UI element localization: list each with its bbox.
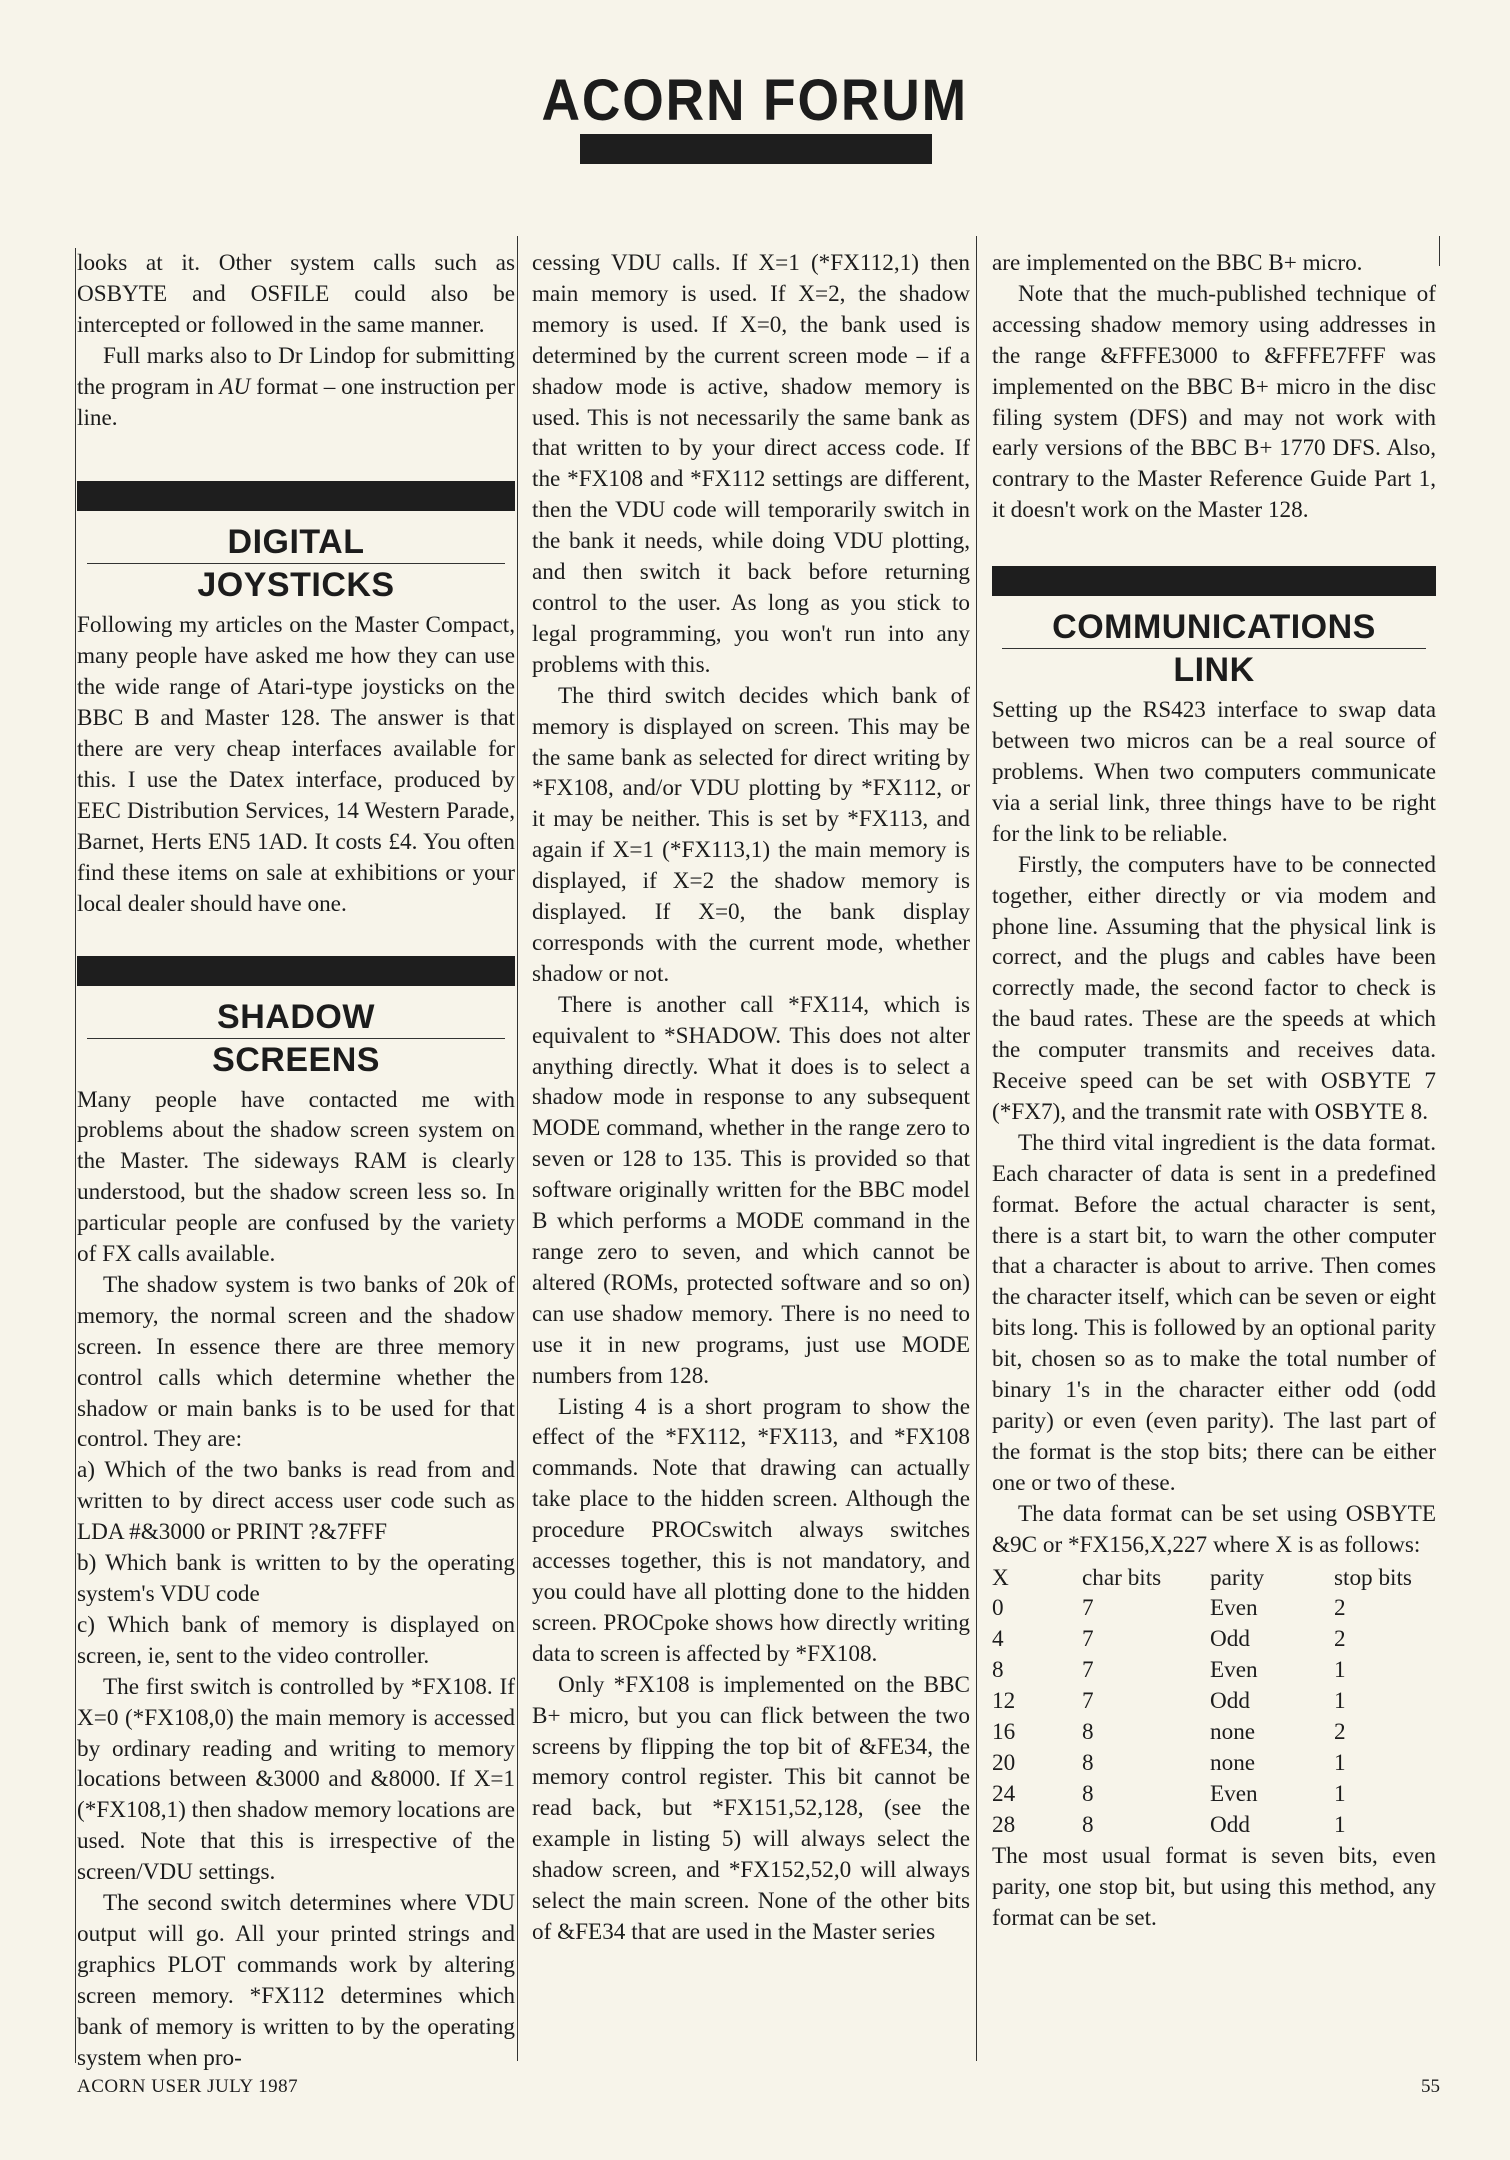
table-cell: none [1210, 1749, 1256, 1776]
list-item: c) Which bank of memory is displayed on screen, ie, sent to the video controller. [77, 1611, 515, 1669]
heading-line: SHADOW [217, 997, 375, 1036]
column-rule-right [1439, 236, 1440, 266]
paragraph: The third switch decides which bank of memory is displayed on screen. This may be the same bank as selected for direct writing by *FX108, and/or VDU plotting by *FX112, or it may be neither. This is set by *FX113, and again if X=1 (*FX113,1) the main memory is displayed, if X=2 the shadow memory is displayed. If X=0, the bank display corresponds with the current mode, whether shadow or not. [532, 682, 970, 987]
table-cell: Odd [1210, 1688, 1250, 1715]
heading-line: DIGITAL [227, 523, 365, 562]
table-cell: Even [1210, 1595, 1258, 1622]
paragraph: Only *FX108 is implemented on the BBC B+ micro, but you can flick between the two screens by flipping the top bit of &FE34, the memory control register. This bit cannot be read back, but *FX151,52,128, (see the example in listing 5) will always select the shadow screen, and *FX152,52,0 will always select the main screen. None of the other bits of &FE34 that are used in the Master series [532, 1671, 970, 1945]
paragraph: cessing VDU calls. If X=1 (*FX112,1) then main memory is used. If X=2, the shadow memory is used. If X=0, the bank used is determined by the current screen mode – if a shadow mode is active, shadow memory is used. This is not necessarily the same bank as that written to by your direct access code. If the *FX108 and *FX112 settings are different, then the VDU code will temporarily switch in the bank it needs, while doing VDU plotting, and then switch it back before returning control to the user. As long as you stick to legal programming, you won't run into any problems with this. [532, 250, 970, 678]
column-rule-1 [517, 236, 518, 2061]
table-cell: 8 [1082, 1811, 1094, 1838]
table-header: stop bits [1334, 1564, 1412, 1591]
list-item: b) Which bank is written to by the operating system's VDU code [77, 1550, 515, 1607]
table-cell: 0 [992, 1595, 1004, 1622]
column-3 [992, 248, 1436, 1933]
table-cell: 7 [1082, 1657, 1094, 1684]
table-cell: 24 [992, 1780, 1016, 1807]
table-cell: 8 [992, 1657, 1004, 1684]
column-rule-2 [976, 236, 977, 2061]
heading-title [77, 521, 515, 606]
column-1 [77, 248, 515, 2074]
section-heading-digital-joysticks [77, 481, 515, 606]
table-row [992, 1655, 1436, 1686]
table-cell: Even [1210, 1657, 1258, 1684]
section-heading-shadow-screens [77, 956, 515, 1081]
text-italic: AU [219, 373, 251, 400]
table-cell: 1 [1334, 1749, 1346, 1776]
paragraph: Setting up the RS423 interface to swap data between two micros can be a real source of problems. When two computers communicate via a serial link, three things have to be right for the link to be reliable. [992, 697, 1436, 847]
column-rule-left [75, 248, 76, 2063]
heading-bar [77, 481, 515, 511]
table-row [992, 1624, 1436, 1655]
table-row [992, 1779, 1436, 1810]
table-header: X [992, 1564, 1009, 1591]
heading-title [77, 996, 515, 1081]
paragraph: Note that the much-published technique of accessing shadow memory using addresses in the range &FFFE3000 to &FFFE7FFF was implemented on the BBC B+ micro in the disc filing system (DFS) and may not work with early versions of the BBC B+ 1770 DFS. Also, contrary to the Master Reference Guide Part 1, it doesn't work on the Master 128. [992, 280, 1436, 524]
heading-line: JOYSTICKS [197, 566, 395, 605]
paragraph: Firstly, the computers have to be connected together, either directly or via modem and phone line. Assuming that the physical link is correct, and the plugs and cables have been correctly made, the second factor to check is the baud rates. These are the speeds at which the computer transmits and receives data. Receive speed can be set with OSBYTE 7 (*FX7), and the transmit rate with OSBYTE 8. [992, 851, 1436, 1125]
masthead-bar [580, 134, 932, 164]
table-cell: Even [1210, 1780, 1258, 1807]
masthead-title: ACORN FORUM [541, 68, 969, 133]
table-cell: 8 [1082, 1719, 1094, 1746]
table-cell: Odd [1210, 1626, 1250, 1653]
page-number: 55 [1421, 2076, 1440, 2097]
table-body [992, 1593, 1436, 1840]
table-cell: none [1210, 1719, 1256, 1746]
paragraph [77, 341, 515, 434]
table-cell: 8 [1082, 1780, 1094, 1807]
masthead [0, 68, 1510, 133]
paragraph: Many people have contacted me with problems about the shadow screen system on the Master. The sideways RAM is clearly understood, but the shadow screen less so. In particular people are confused by the variety of FX calls available. [77, 1086, 515, 1268]
list-item: a) Which of the two banks is read from and written to by direct access user code such as LDA #&3000 or PRINT ?&7FFF [77, 1457, 515, 1546]
heading-line: SCREENS [212, 1040, 380, 1079]
table-cell: 7 [1082, 1626, 1094, 1653]
table-header-row [992, 1563, 1436, 1594]
table-cell: 1 [1334, 1811, 1346, 1838]
table-cell: 1 [1334, 1780, 1346, 1807]
paragraph: Following my articles on the Master Compact, many people have asked me how they can use the wide range of Atari-type joysticks on the BBC B and Master 128. The answer is that there are very cheap interfaces available for this. I use the Datex interface, produced by EEC Distribution Services, 14 Western Parade, Barnet, Herts EN5 1AD. It costs £4. You often find these items on sale at exhibitions or your local dealer should have one. [77, 612, 515, 917]
paragraph: The third vital ingredient is the data format. Each character of data is sent in a predefined format. Before the actual character is sent, there is a start bit, to warn the other computer that a character is about to arrive. Then comes the character itself, which can be seven or eight bits long. This is followed by an optional parity bit, chosen so as to make the total number of binary 1's in the character either odd (odd parity) or even (even parity). The last part of the format is the stop bits; there can be either one or two of these. [992, 1129, 1436, 1496]
table-row [992, 1717, 1436, 1748]
paragraph: looks at it. Other system calls such as OSBYTE and OSFILE could also be intercepted or followed in the same manner. [77, 250, 515, 338]
table-cell: 20 [992, 1749, 1016, 1776]
heading-line: COMMUNICATIONS [1052, 608, 1376, 647]
table-cell: 1 [1334, 1688, 1346, 1715]
text: format – one instruction per line. [77, 373, 516, 431]
heading-bar [992, 566, 1436, 596]
paragraph: The second switch determines where VDU output will go. All your printed strings and graphics PLOT commands work by altering screen memory. *FX112 determines which bank of memory is written to by the operating system when pro- [77, 1890, 515, 2071]
table-cell: Odd [1210, 1811, 1250, 1838]
heading-title [992, 606, 1436, 691]
paragraph: There is another call *FX114, which is equivalent to *SHADOW. This does not alter anything directly. What it does is to select a shadow mode in response to any subsequent MODE command, whether in the range zero to seven or 128 to 135. This is provided so that software originally written for the BBC model B which performs a MODE command in the range zero to seven, and which cannot be altered (ROMs, protected software and so on) can use shadow memory. There is no need to use it in new programs, just use MODE numbers from 128. [532, 991, 970, 1389]
table-cell: 4 [992, 1626, 1004, 1653]
table-cell: 2 [1334, 1595, 1346, 1622]
section-heading-communications-link [992, 566, 1436, 691]
paragraph: The most usual format is seven bits, even parity, one stop bit, but using this method, any format can be set. [992, 1842, 1436, 1931]
table-row [992, 1810, 1436, 1841]
paragraph: The data format can be set using OSBYTE &9C or *FX156,X,227 where X is as follows: [992, 1500, 1436, 1558]
table-cell: 2 [1334, 1719, 1346, 1746]
data-format-table [992, 1563, 1436, 1841]
paragraph: The first switch is controlled by *FX108. If X=0 (*FX108,0) the main memory is accessed by ordinary reading and writing to memory locations between &3000 and &8000. If X=1 (*FX108,1) then shadow memory locations are used. Note that this is irrespective of the screen/VDU settings. [77, 1673, 515, 1886]
table-cell: 7 [1082, 1595, 1094, 1622]
table-cell: 1 [1334, 1657, 1346, 1684]
table-cell: 2 [1334, 1626, 1346, 1653]
paragraph: Listing 4 is a short program to show the effect of the *FX112, *FX113, and *FX108 commands. Note that drawing can actually take place to the hidden screen. Although the procedure PROCswitch always switches accesses together, this is not mandatory, and you could have all plotting done to the hidden screen. PROCpoke shows how directly writing data to screen is affected by *FX108. [532, 1393, 970, 1667]
table-header: char bits [1082, 1564, 1162, 1591]
column-2 [532, 248, 970, 1948]
table-row [992, 1686, 1436, 1717]
heading-bar [77, 956, 515, 986]
table-cell: 16 [992, 1719, 1016, 1746]
heading-line: LINK [1173, 651, 1255, 690]
table-cell: 12 [992, 1688, 1016, 1715]
table-cell: 7 [1082, 1688, 1094, 1715]
paragraph: are implemented on the BBC B+ micro. [992, 250, 1363, 276]
table-cell: 8 [1082, 1749, 1094, 1776]
text: Full marks also to Dr Lindop for submitting the program in [77, 342, 515, 400]
paragraph: The shadow system is two banks of 20k of memory, the normal screen and the shadow screen. In essence there are three memory control calls which determine whether the shadow or main banks is to be used for that control. They are: [77, 1271, 515, 1453]
footer-publication: ACORN USER JULY 1987 [77, 2076, 299, 2097]
table-row [992, 1593, 1436, 1624]
table-row [992, 1748, 1436, 1779]
table-cell: 28 [992, 1811, 1016, 1838]
table-header: parity [1210, 1564, 1265, 1591]
